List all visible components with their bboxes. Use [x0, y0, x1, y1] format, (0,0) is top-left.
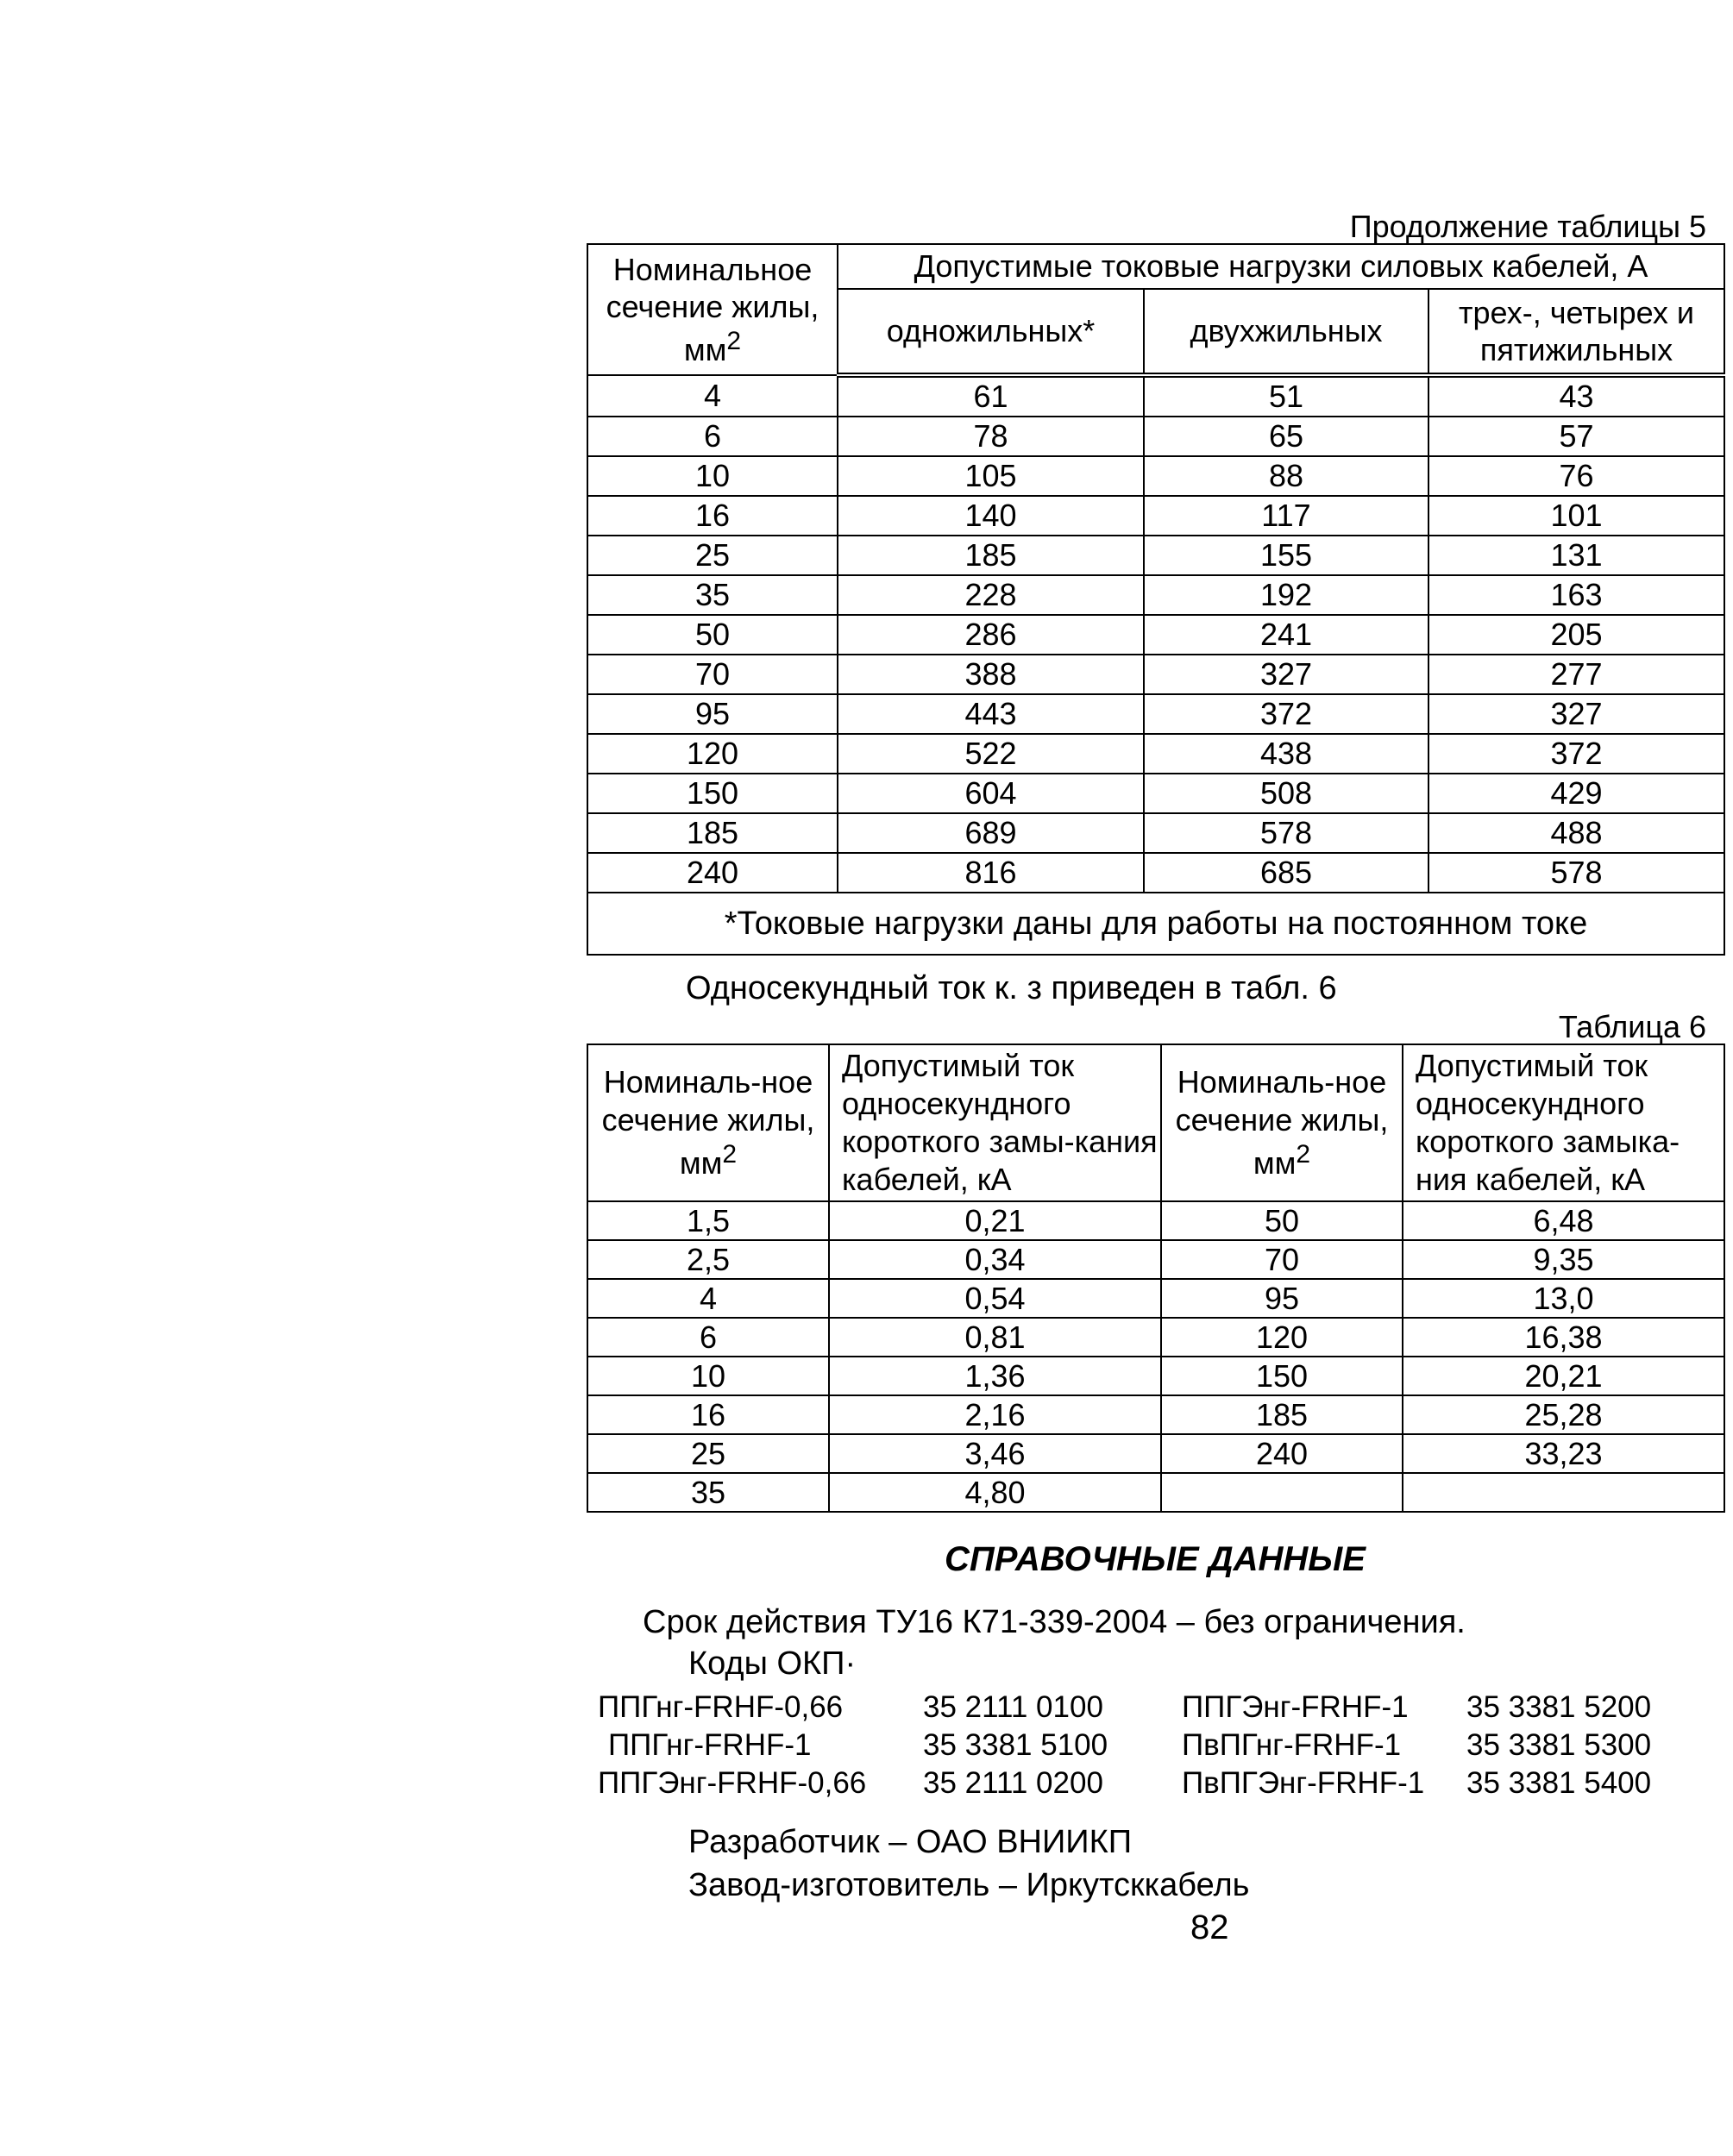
okp-code: 35 3381 5300: [1466, 1728, 1652, 1762]
validity-statement: Срок действия ТУ16 К71-339-2004 – без ограничения.: [643, 1604, 1466, 1640]
okp-code: 35 2111 0100: [923, 1690, 1103, 1724]
table6-header-section-b: [1161, 1044, 1403, 1201]
okp-cable-name: ППГЭнг-FRHF-0,66: [598, 1766, 867, 1800]
table5-cell: 155: [1144, 536, 1428, 575]
table5-row: [587, 375, 1724, 417]
table5-cell: 372: [1144, 694, 1428, 734]
table5-cell: 327: [1144, 655, 1428, 694]
table6-cell: 3,46: [829, 1434, 1161, 1473]
table5-cell: 10: [587, 456, 838, 496]
table6-cell: 35: [587, 1473, 829, 1512]
table6-header-section-b-text: Номиналь-ное сечение жилы, мм: [1175, 1064, 1389, 1181]
table6-cell: 6: [587, 1318, 829, 1357]
table6-row: [587, 1395, 1724, 1434]
table5-header-section-text: Номинальное сечение жилы, мм: [606, 252, 819, 367]
table6-row: [587, 1279, 1724, 1318]
okp-cable-name: ПвПГЭнг-FRHF-1: [1182, 1766, 1425, 1800]
table5-cell: 16: [587, 496, 838, 536]
table5-cell: 205: [1428, 615, 1724, 655]
table5-cell: 131: [1428, 536, 1724, 575]
table5-row: [587, 813, 1724, 853]
table5-cell: 70: [587, 655, 838, 694]
table5-cell: 240: [587, 853, 838, 893]
table5-header-section: [587, 244, 838, 375]
table6-cell: 0,34: [829, 1240, 1161, 1279]
table6-row: [587, 1318, 1724, 1357]
table6-cell: 95: [1161, 1279, 1403, 1318]
okp-code: 35 3381 5400: [1466, 1766, 1652, 1800]
table5-cell: 286: [838, 615, 1144, 655]
table6-row: [587, 1240, 1724, 1279]
table6-cell: 16: [587, 1395, 829, 1434]
table5-row: [587, 734, 1724, 774]
table5-header-multi-core: трех-, четырех и пятижильных: [1428, 289, 1724, 375]
table5-cell: 61: [838, 375, 1144, 417]
table5-note: *Токовые нагрузки даны для работы на постоянном токе: [587, 893, 1724, 955]
table5-cell: 35: [587, 575, 838, 615]
table5-cell: 388: [838, 655, 1144, 694]
okp-code: 35 3381 5100: [923, 1728, 1108, 1762]
table6-row: [587, 1473, 1724, 1512]
table5-cell: 105: [838, 456, 1144, 496]
unit-superscript: 2: [722, 1139, 738, 1169]
table5-cell: 76: [1428, 456, 1724, 496]
table6-cell: 2,5: [587, 1240, 829, 1279]
table5-caption: Продолжение таблицы 5: [1349, 209, 1706, 244]
table5-cell: 50: [587, 615, 838, 655]
okp-codes-label: Коды ОКП·: [688, 1645, 857, 1682]
table5-cell: 78: [838, 417, 1144, 456]
table5-row: [587, 853, 1724, 893]
table5-cell: 150: [587, 774, 838, 813]
table6-header-section-a: [587, 1044, 829, 1201]
table5-cell: 51: [1144, 375, 1428, 417]
table6-intro-text: Односекундный ток к. з приведен в табл. 6: [686, 970, 1337, 1006]
table5-cell: 604: [838, 774, 1144, 813]
table6-cell: [1161, 1473, 1403, 1512]
table6-cell: 4,80: [829, 1473, 1161, 1512]
table6-cell: 16,38: [1403, 1318, 1724, 1357]
table6-cell: 0,21: [829, 1201, 1161, 1240]
table6-header-section-a-text: Номиналь-ное сечение жилы, мм: [601, 1064, 815, 1181]
table5-cell: 277: [1428, 655, 1724, 694]
table5-note-row: [587, 893, 1724, 955]
table5-cell: 443: [838, 694, 1144, 734]
reference-data-heading: СПРАВОЧНЫЕ ДАННЫЕ: [945, 1540, 1366, 1578]
table6-cell: 1,36: [829, 1357, 1161, 1395]
table5-row: [587, 774, 1724, 813]
table5-cell: 117: [1144, 496, 1428, 536]
table6-cell: [1403, 1473, 1724, 1512]
table6-caption: Таблица 6: [1558, 1009, 1706, 1044]
table6-cell: 9,35: [1403, 1240, 1724, 1279]
table5-current-loads: [587, 243, 1725, 956]
table5-cell: 120: [587, 734, 838, 774]
table5-cell: 6: [587, 417, 838, 456]
table5-cell: 578: [1144, 813, 1428, 853]
table6-cell: 2,16: [829, 1395, 1161, 1434]
okp-code: 35 2111 0200: [923, 1766, 1103, 1800]
table6-body: [587, 1201, 1724, 1512]
okp-cable-name: ППГнг-FRHF-0,66: [598, 1690, 844, 1724]
table5-cell: 438: [1144, 734, 1428, 774]
unit-superscript: 2: [1296, 1139, 1311, 1169]
table5-cell: 241: [1144, 615, 1428, 655]
okp-cable-name: ППГнг-FRHF-1: [608, 1728, 812, 1762]
table5-cell: 816: [838, 853, 1144, 893]
table5-cell: 25: [587, 536, 838, 575]
table6-cell: 20,21: [1403, 1357, 1724, 1395]
table6-header-current-a: Допустимый ток односекундного короткого замы-кания кабелей, кА: [829, 1044, 1161, 1201]
table6-short-circuit-current: [587, 1044, 1725, 1513]
developer-line: Разработчик – ОАО ВНИИКП: [688, 1824, 1133, 1860]
table5-cell: 65: [1144, 417, 1428, 456]
table5-row: [587, 575, 1724, 615]
table6-row: [587, 1357, 1724, 1395]
manufacturer-line: Завод-изготовитель – Иркутсккабель: [688, 1867, 1250, 1903]
table5-row: [587, 536, 1724, 575]
table5-cell: 140: [838, 496, 1144, 536]
okp-cable-name: ППГЭнг-FRHF-1: [1182, 1690, 1409, 1724]
table5-header-two-core: двухжильных: [1144, 289, 1428, 375]
table6-cell: 0,54: [829, 1279, 1161, 1318]
table6-header-current-b: Допустимый ток односекундного короткого замыка-ния кабелей, кА: [1403, 1044, 1724, 1201]
table5-cell: 522: [838, 734, 1144, 774]
table5-cell: 95: [587, 694, 838, 734]
table5-row: [587, 694, 1724, 734]
table6-cell: 70: [1161, 1240, 1403, 1279]
table6-cell: 25: [587, 1434, 829, 1473]
table6-cell: 6,48: [1403, 1201, 1724, 1240]
table6-cell: 4: [587, 1279, 829, 1318]
table6-cell: 120: [1161, 1318, 1403, 1357]
table5-row: [587, 496, 1724, 536]
table5-header-row-1: [587, 244, 1724, 289]
table5-header-single-core: одножильных*: [838, 289, 1144, 375]
table5-header-group: Допустимые токовые нагрузки силовых кабелей, А: [838, 244, 1724, 289]
table5-cell: 429: [1428, 774, 1724, 813]
table6-cell: 150: [1161, 1357, 1403, 1395]
table6-cell: 33,23: [1403, 1434, 1724, 1473]
table6-cell: 1,5: [587, 1201, 829, 1240]
table5-row: [587, 615, 1724, 655]
table6-cell: 0,81: [829, 1318, 1161, 1357]
table5-cell: 228: [838, 575, 1144, 615]
page-number: 82: [1190, 1908, 1229, 1946]
table5-cell: 689: [838, 813, 1144, 853]
table5-cell: 488: [1428, 813, 1724, 853]
table6-cell: 240: [1161, 1434, 1403, 1473]
table5-cell: 4: [587, 375, 838, 417]
table6-cell: 13,0: [1403, 1279, 1724, 1318]
table5-cell: 192: [1144, 575, 1428, 615]
table6-cell: 50: [1161, 1201, 1403, 1240]
okp-code: 35 3381 5200: [1466, 1690, 1652, 1724]
table5-row: [587, 417, 1724, 456]
table5-cell: 685: [1144, 853, 1428, 893]
table5-cell: 508: [1144, 774, 1428, 813]
table5-row: [587, 655, 1724, 694]
table5-cell: 43: [1428, 375, 1724, 417]
table6-header-row: [587, 1044, 1724, 1201]
unit-superscript: 2: [726, 326, 742, 355]
table6-cell: 185: [1161, 1395, 1403, 1434]
table5-cell: 372: [1428, 734, 1724, 774]
table5-row: [587, 456, 1724, 496]
table5-cell: 185: [838, 536, 1144, 575]
table5-cell: 163: [1428, 575, 1724, 615]
table6-row: [587, 1434, 1724, 1473]
table6-cell: 25,28: [1403, 1395, 1724, 1434]
table5-body: [587, 375, 1724, 893]
table5-cell: 327: [1428, 694, 1724, 734]
okp-cable-name: ПвПГнг-FRHF-1: [1182, 1728, 1402, 1762]
table5-cell: 57: [1428, 417, 1724, 456]
table5-cell: 185: [587, 813, 838, 853]
table5-cell: 88: [1144, 456, 1428, 496]
table6-row: [587, 1201, 1724, 1240]
table5-cell: 101: [1428, 496, 1724, 536]
table5-cell: 578: [1428, 853, 1724, 893]
table6-cell: 10: [587, 1357, 829, 1395]
